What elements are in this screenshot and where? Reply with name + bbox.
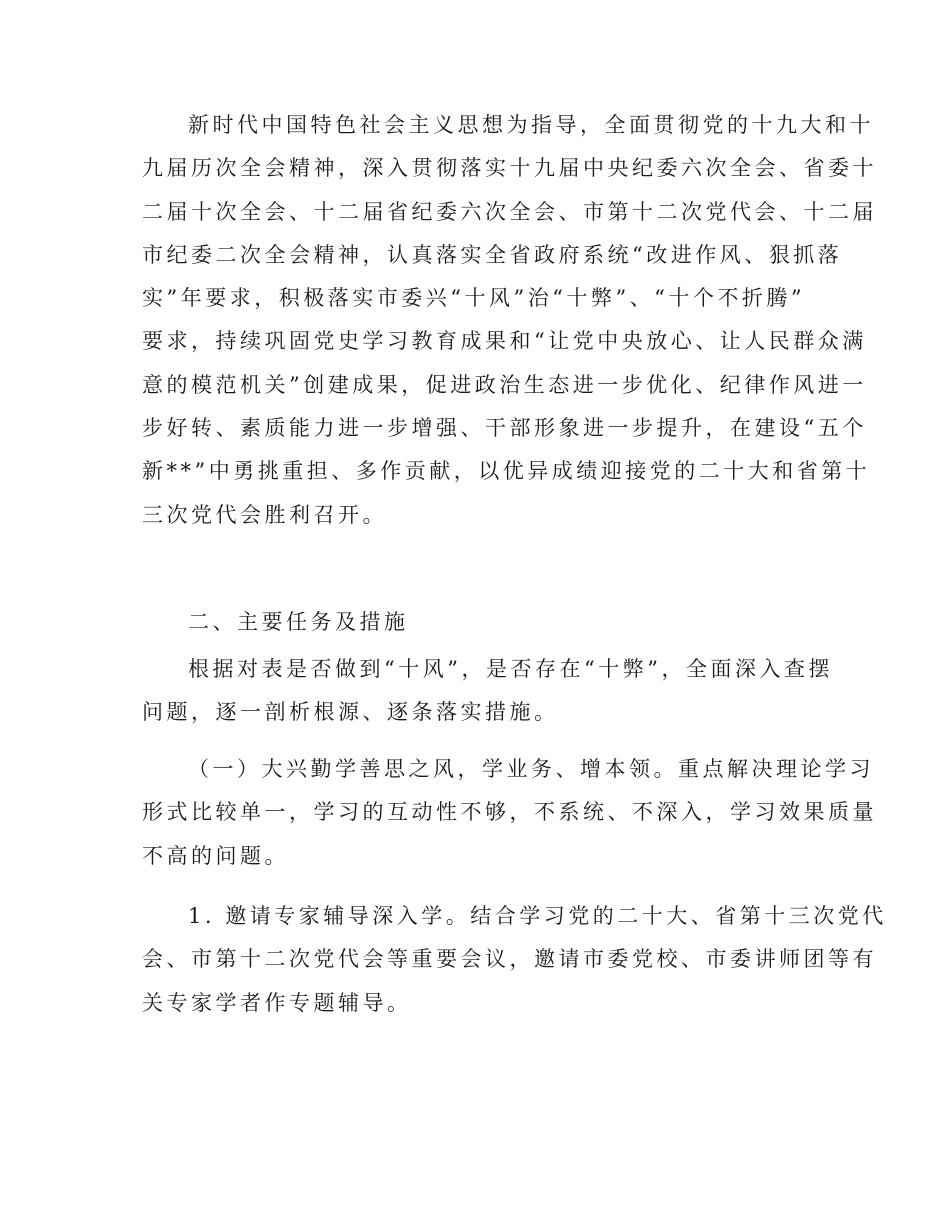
text-line: 九届历次全会精神，深入贯彻落实十九届中央纪委六次全会、省委十 [142,156,877,181]
paragraph-self-check [142,648,833,735]
text-line: （一）大兴勤学善思之风，学业务、增本领。重点解决理论学习 [188,757,874,781]
text-line: 形式比较单一，学习的互动性不够，不系统、不深入，学习效果质量 [142,800,877,825]
text-line: 新时代中国特色社会主义思想为指导，全面贯彻党的十九大和十 [188,113,874,137]
paragraph-measure-one [142,895,887,1025]
paragraph-guiding-ideology [142,104,877,537]
text-line: 会、市第十二次党代会等重要会议，邀请市委党校、市委讲师团等有 [142,947,877,972]
text-line: 步好转、素质能力进一步增强、干部形象进一步提升，在建设“五个 [142,416,867,441]
section-heading [142,601,409,644]
text-line: 三次党代会胜利召开。 [142,502,387,527]
text-line: 意的模范机关”创建成果，促进政治生态进一步优化、纪律作风进一 [142,372,867,397]
text-line: 1. 邀请专家辅导深入学。结合学习党的二十大、省第十三次党代 [188,904,887,928]
text-line: 市纪委二次全会精神，认真落实全省政府系统“改进作风、狠抓落 [142,242,843,267]
text-line: 新**”中勇挑重担、多作贡献，以优异成绩迎接党的二十大和省第十 [142,459,871,484]
text-line: 不高的问题。 [142,843,289,868]
text-line: 要求，持续巩固党史学习教育成果和“让党中央放心、让人民群众满 [142,329,867,354]
text-line: 根据对表是否做到“十风”，是否存在“十弊”，全面深入查摆 [188,657,833,681]
section-heading-text: 二、主要任务及措施 [188,610,409,634]
text-line: 问题，逐一剖析根源、逐条落实措施。 [142,700,559,725]
paragraph-task-one [142,748,877,878]
text-line: 实”年要求，积极落实市委兴“十风”治“十弊”、“十个不折腾” [142,286,806,311]
text-line: 关专家学者作专题辅导。 [142,990,412,1015]
text-line: 二届十次全会、十二届省纪委六次全会、市第十二次党代会、十二届 [142,199,877,224]
